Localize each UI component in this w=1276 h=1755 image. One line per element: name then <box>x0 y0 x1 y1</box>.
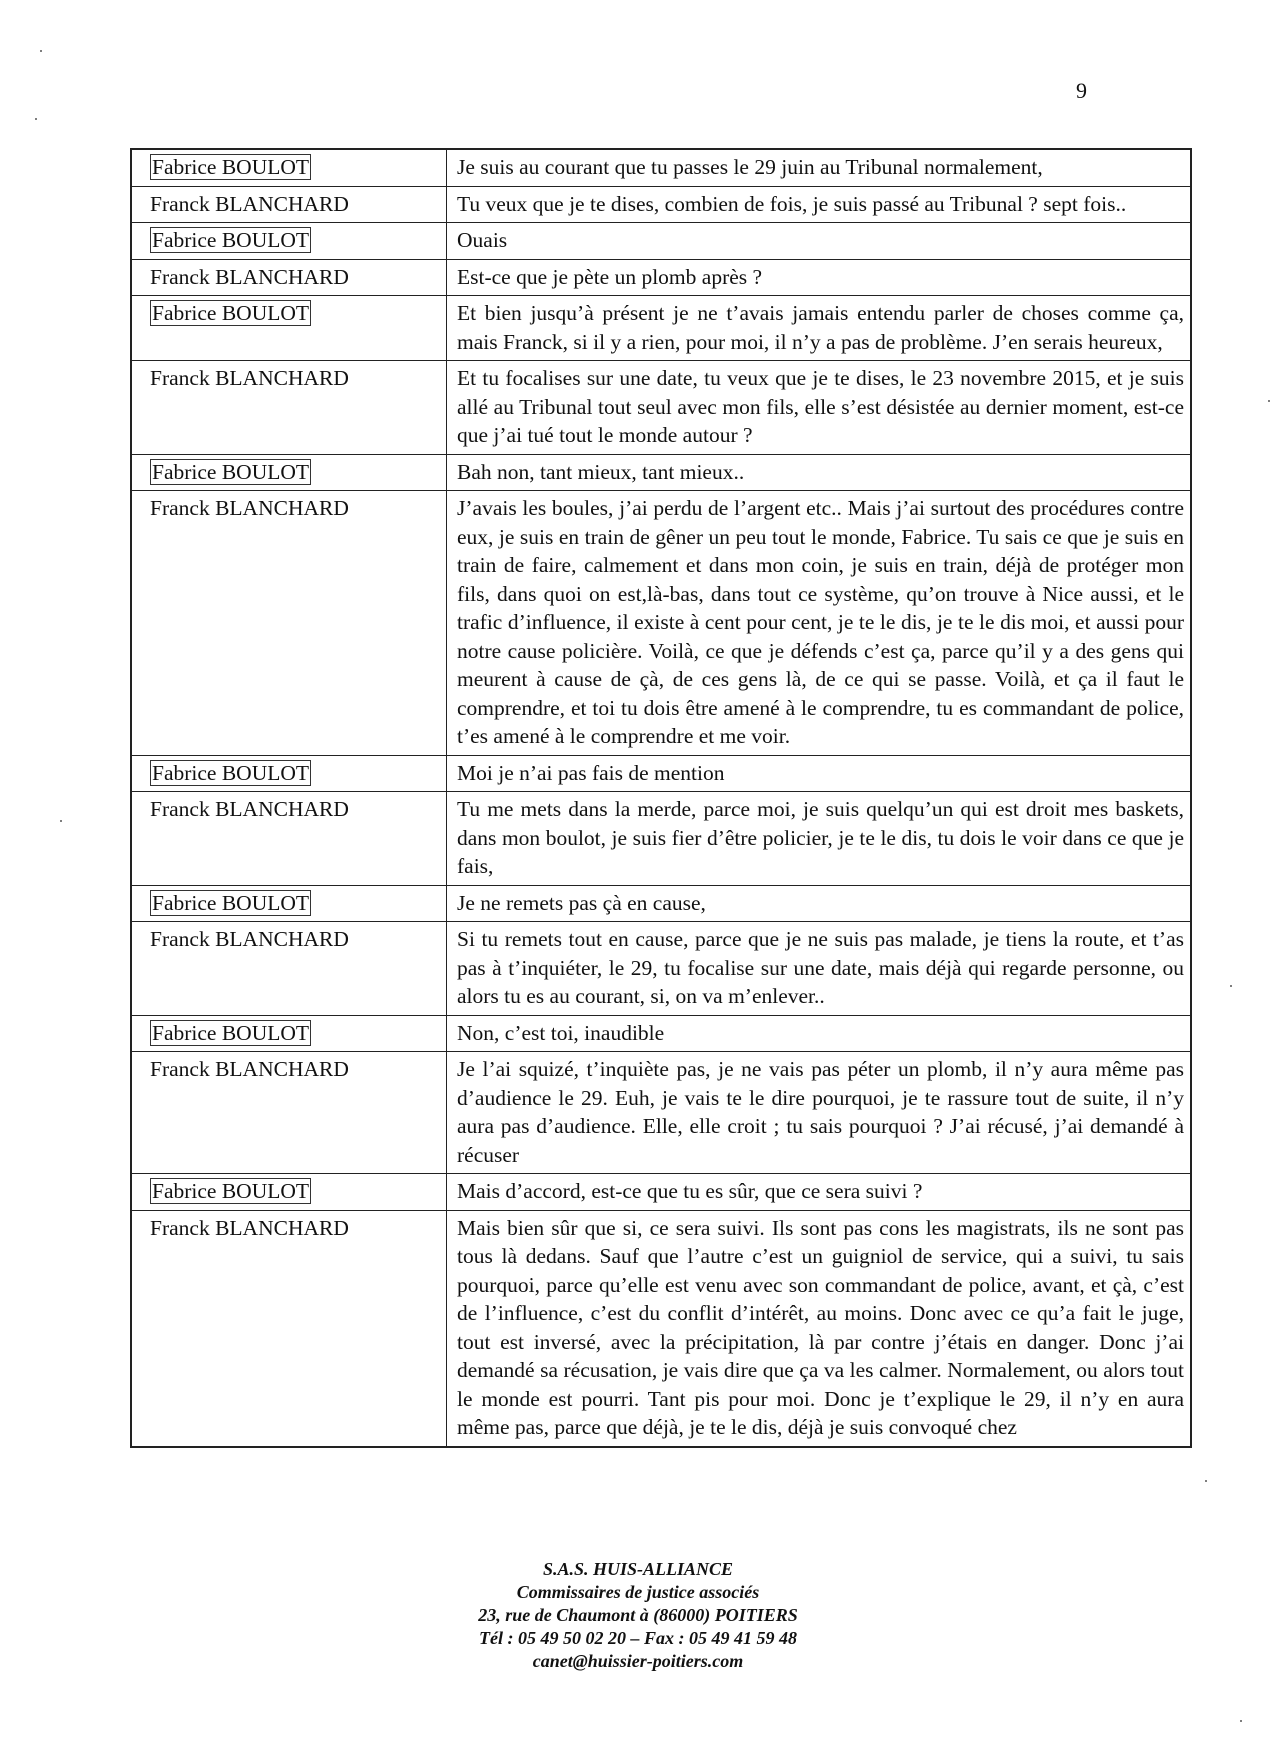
scan-speck <box>60 820 62 822</box>
transcript-row <box>131 361 1191 455</box>
speech-cell: Je ne remets pas çà en cause, <box>447 885 1192 922</box>
speaker-name: Franck BLANCHARD <box>150 496 349 520</box>
speaker-name: Franck BLANCHARD <box>150 366 349 390</box>
speech-cell: Et tu focalises sur une date, tu veux que je te dises, le 23 novembre 2015, et je suis allé au Tribunal tout seul avec mon fils, elle s’est désistée au dernier moment, est-ce que j’ai tué tout le monde autour ? <box>447 361 1192 455</box>
scan-speck <box>1240 1720 1242 1722</box>
transcript-row <box>131 186 1191 223</box>
speaker-cell <box>131 1210 447 1447</box>
transcript-row <box>131 1052 1191 1174</box>
speaker-cell <box>131 1052 447 1174</box>
transcript-row <box>131 223 1191 260</box>
transcript-row <box>131 755 1191 792</box>
transcript-row <box>131 149 1191 186</box>
speech-cell: Est-ce que je pète un plomb après ? <box>447 259 1192 296</box>
company-subtitle: Commissaires de justice associés <box>516 1582 760 1602</box>
company-email: canet@huissier-poitiers.com <box>532 1651 744 1671</box>
speech-cell: Tu me mets dans la merde, parce moi, je suis quelqu’un qui est droit mes baskets, dans mon boulot, je suis fier d’être policier, je te le dis, tu dois le voir dans ce que je fais, <box>447 792 1192 886</box>
speaker-name: Fabrice BOULOT <box>152 228 310 252</box>
page-number: 9 <box>1076 78 1087 103</box>
transcript-row <box>131 491 1191 756</box>
transcript-table <box>130 148 1192 1448</box>
speaker-name: Franck BLANCHARD <box>150 1215 349 1240</box>
company-address: 23, rue de Chaumont à (86000) POITIERS <box>478 1605 798 1625</box>
transcript-row <box>131 922 1191 1016</box>
speech-cell: Moi je n’ai pas fais de mention <box>447 755 1192 792</box>
speaker-cell <box>131 491 447 756</box>
speaker-cell <box>131 296 447 361</box>
speaker-cell <box>131 454 447 491</box>
transcript-row <box>131 454 1191 491</box>
speech-cell: Ouais <box>447 223 1192 260</box>
speaker-name: Fabrice BOULOT <box>152 459 310 484</box>
speech-cell: Je l’ai squizé, t’inquiète pas, je ne vais pas péter un plomb, il n’y aura même pas d’audience le 29. Euh, je vais te le dire pourquoi, je te rassure tout de suite, il n’y aura pas d’audience. Elle, elle croit ; tu sais pourquoi ? J’ai récusé, j’ai demandé à récuser <box>447 1052 1192 1174</box>
speech-cell: Non, c’est toi, inaudible <box>447 1015 1192 1052</box>
speaker-name: Fabrice BOULOT <box>152 760 310 785</box>
transcript-row <box>131 885 1191 922</box>
speech-cell: Mais bien sûr que si, ce sera suivi. Ils sont pas cons les magistrats, ils ne sont pas tous là dedans. Sauf que l’autre c’est un guigniol de service, qui a suivi, tu sais pourquoi, parce qu’elle est venu avec son commandant de police, avant, et çà, c’est de l’influence, c’est du conflit d’intérêt, au moins. Donc avec ce qu’a fait le juge, tout est inversé, avec la précipitation, là par contre j’étais en danger. Donc j’ai demandé sa récusation, je vais dire que ça va les calmer. Normalement, ou alors tout le monde est pourri. Tant pis pour moi. Donc je t’explique le 29, il n’y en aura même pas, parce que déjà, je te le dis, déjà je suis convoqué chez <box>447 1210 1192 1447</box>
speech-cell: Mais d’accord, est-ce que tu es sûr, que ce sera suivi ? <box>447 1174 1192 1211</box>
transcript-row <box>131 259 1191 296</box>
speech-cell: Si tu remets tout en cause, parce que je ne suis pas malade, je tiens la route, et t’as pas à t’inquiéter, le 29, tu focalise sur une date, mais déjà qui regarde personne, ou alors tu es au courant, si, on va m’enlever.. <box>447 922 1192 1016</box>
speaker-cell <box>131 223 447 260</box>
speaker-name: Franck BLANCHARD <box>150 191 349 216</box>
speech-cell: Je suis au courant que tu passes le 29 juin au Tribunal normalement, <box>447 149 1192 186</box>
letterhead-footer <box>0 1558 1276 1673</box>
speaker-name: Franck BLANCHARD <box>150 797 349 821</box>
scan-speck <box>40 50 42 52</box>
speech-cell: J’avais les boules, j’ai perdu de l’argent etc.. Mais j’ai surtout des procédures contre eux, je suis en train de gêner un peu tout le monde, Fabrice. Tu sais ce que je suis en train de faire, calmement et dans mon coin, je suis en train, déjà de protéger mon fils, dans quoi on est,là-bas, dans tout ce système, qu’on trouve à Nice aussi, et le trafic d’influence, il existe à cent pour cent, je te le dis, je te le dis moi, et aussi pour notre cause policière. Voilà, ce que je défends c’est ça, parce qu’il y a des gens qui meurent à cause de çà, de ces gens là, de ce qui se passe. Voilà, et ça il faut le comprendre, et toi tu dois être amené à le comprendre, tu es commandant de police, t’es amené à le comprendre et me voir. <box>447 491 1192 756</box>
speech-cell: Et bien jusqu’à présent je ne t’avais jamais entendu parler de choses comme ça, mais Franck, si il y a rien, pour moi, il n’y a pas de problème. J’en serais heureux, <box>447 296 1192 361</box>
scan-speck <box>35 118 37 120</box>
company-name: S.A.S. HUIS-ALLIANCE <box>542 1559 734 1579</box>
speaker-cell <box>131 149 447 186</box>
speaker-cell <box>131 755 447 792</box>
transcript-row <box>131 296 1191 361</box>
speaker-cell <box>131 259 447 296</box>
speaker-cell <box>131 792 447 886</box>
transcript-row <box>131 792 1191 886</box>
scan-speck <box>1268 400 1270 402</box>
speaker-name: Fabrice BOULOT <box>152 1020 310 1045</box>
speech-cell: Tu veux que je te dises, combien de fois, je suis passé au Tribunal ? sept fois.. <box>447 186 1192 223</box>
scan-speck <box>1205 1480 1207 1482</box>
transcript-row <box>131 1174 1191 1211</box>
speaker-name: Franck BLANCHARD <box>150 1057 349 1081</box>
speaker-name: Franck BLANCHARD <box>150 264 349 289</box>
scan-speck <box>1230 985 1232 987</box>
speaker-cell <box>131 922 447 1016</box>
speaker-cell <box>131 186 447 223</box>
speaker-cell <box>131 1015 447 1052</box>
speaker-name: Fabrice BOULOT <box>152 1179 310 1203</box>
transcript-body <box>131 149 1191 1447</box>
speaker-name: Franck BLANCHARD <box>150 927 349 951</box>
speech-cell: Bah non, tant mieux, tant mieux.. <box>447 454 1192 491</box>
speaker-name: Fabrice BOULOT <box>152 890 310 915</box>
speaker-name: Fabrice BOULOT <box>152 301 310 325</box>
speaker-name: Fabrice BOULOT <box>152 155 310 179</box>
company-phone-fax: Tél : 05 49 50 02 20 – Fax : 05 49 41 59 48 <box>479 1628 797 1648</box>
transcript-row <box>131 1015 1191 1052</box>
speaker-cell <box>131 885 447 922</box>
speaker-cell <box>131 361 447 455</box>
speaker-cell <box>131 1174 447 1211</box>
transcript-row <box>131 1210 1191 1447</box>
